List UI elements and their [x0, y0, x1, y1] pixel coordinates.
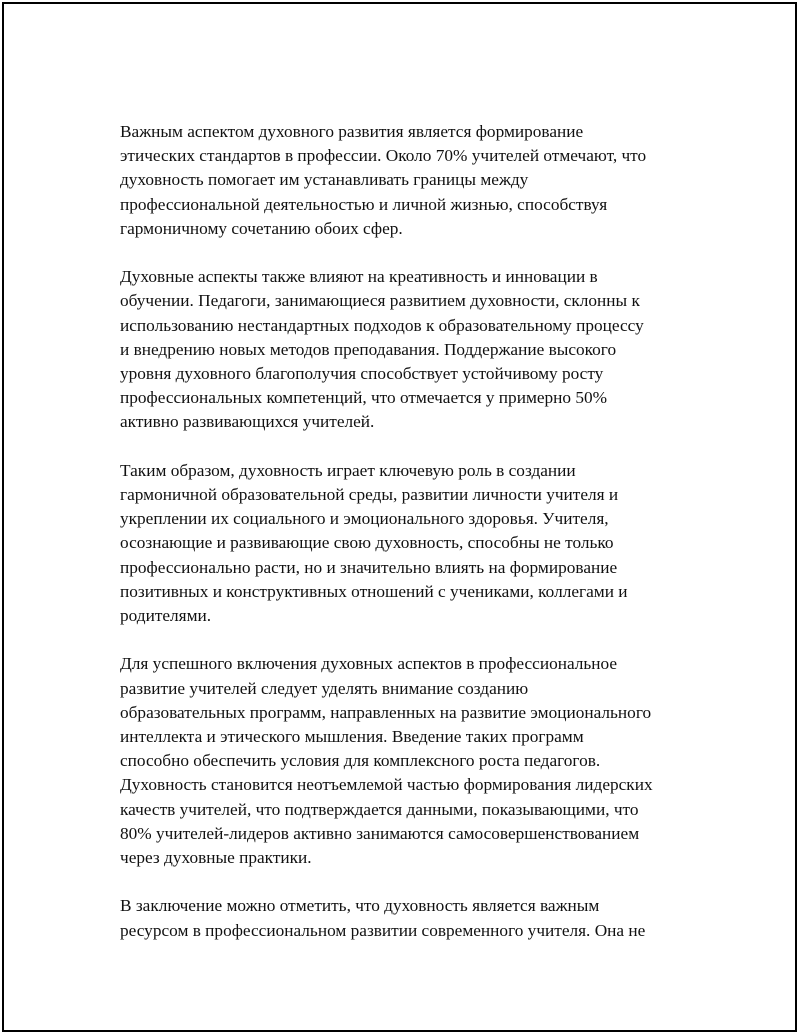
text-line: Духовность становится неотъемлемой частью формирования лидерских	[120, 775, 653, 795]
text-line: профессионально расти, но и значительно влиять на формирование	[120, 557, 618, 577]
text-line: развитие учителей следует уделять внимание созданию	[120, 678, 529, 698]
text-line: качеств учителей, что подтверждается данными, показывающими, что	[120, 799, 639, 819]
paragraph-2	[120, 265, 690, 434]
text-line: использованию нестандартных подходов к образовательному процессу	[120, 315, 644, 335]
text-line: осознающие и развивающие свою духовность, способны не только	[120, 533, 614, 553]
text-line: и внедрению новых методов преподавания. Поддержание высокого	[120, 339, 617, 359]
text-line: Духовные аспекты также влияют на креативность и инновации в	[120, 267, 598, 287]
text-line: этических стандартов в профессии. Около 70% учителей отмечают, что	[120, 146, 647, 166]
text-line: через духовные практики.	[120, 848, 312, 868]
paragraph-3	[120, 459, 690, 628]
text-line: 80% учителей-лидеров активно занимаются самосовершенствованием	[120, 823, 640, 843]
text-line: обучении. Педагоги, занимающиеся развитием духовности, склонны к	[120, 291, 640, 311]
document-page	[2, 2, 797, 1032]
text-line: образовательных программ, направленных на развитие эмоционального	[120, 702, 652, 722]
text-line: профессиональных компетенций, что отмечается у примерно 50%	[120, 388, 608, 408]
text-line: духовность помогает им устанавливать границы между	[120, 170, 529, 190]
text-line: профессиональной деятельностью и личной жизнью, способствуя	[120, 194, 608, 214]
text-line: способно обеспечить условия для комплексного роста педагогов.	[120, 751, 601, 771]
text-line: ресурсом в профессиональном развитии современного учителя. Она не	[120, 920, 646, 940]
text-line: Для успешного включения духовных аспектов в профессиональное	[120, 654, 618, 674]
text-line: интеллекта и этического мышления. Введение таких программ	[120, 727, 584, 747]
text-line: Важным аспектом духовного развития является формирование	[120, 122, 584, 141]
text-line: гармоничной образовательной среды, развитии личности учителя и	[120, 485, 619, 505]
paragraph-5	[120, 894, 690, 942]
text-line: уровня духовного благополучия способствует устойчивому росту	[120, 364, 604, 384]
text-line: укреплении их социального и эмоционального здоровья. Учителя,	[120, 509, 609, 529]
text-line: родителями.	[120, 606, 212, 626]
document-body	[120, 120, 690, 967]
text-line: позитивных и конструктивных отношений с учениками, коллегами и	[120, 581, 628, 601]
text-line: Таким образом, духовность играет ключевую роль в создании	[120, 460, 576, 480]
paragraph-4	[120, 652, 690, 870]
paragraph-1	[120, 120, 690, 241]
text-line: гармоничному сочетанию обоих сфер.	[120, 218, 403, 238]
text-line: В заключение можно отметить, что духовность является важным	[120, 896, 600, 916]
text-line: активно развивающихся учителей.	[120, 412, 375, 432]
